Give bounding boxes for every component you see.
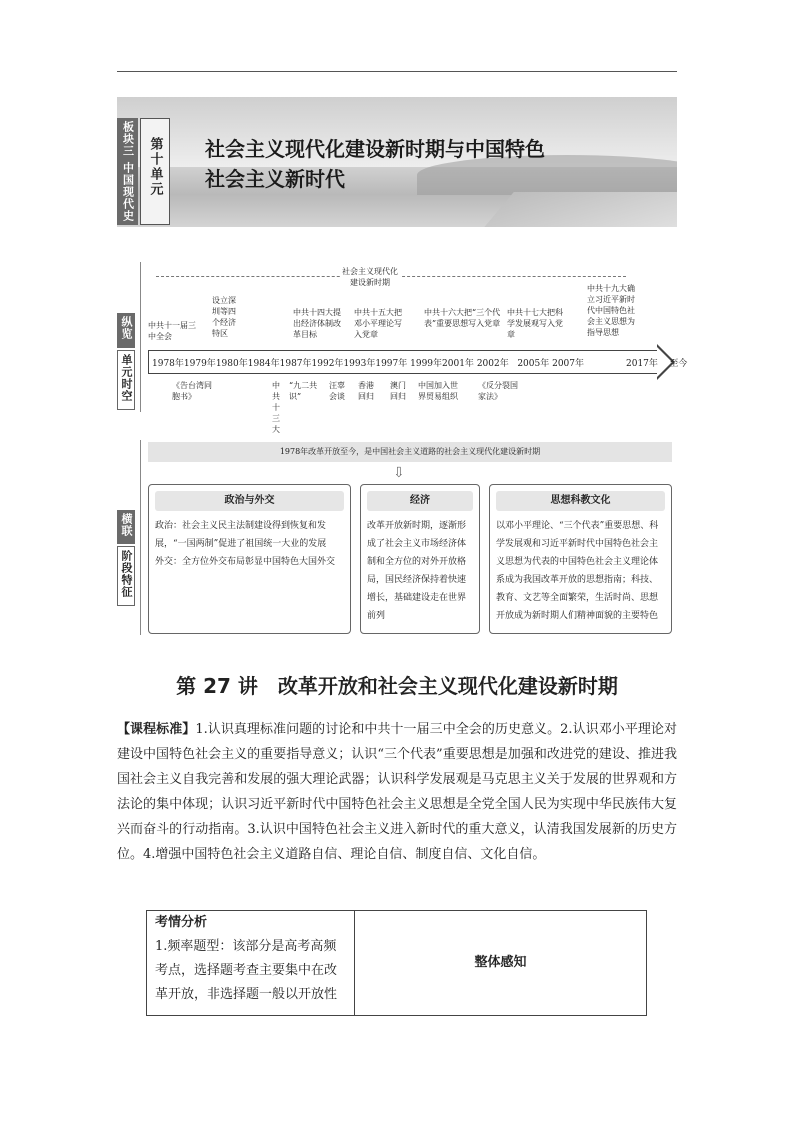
lecture-title: 第 27 讲 改革开放和社会主义现代化建设新时期	[176, 674, 618, 698]
down-arrow-icon: ⇩	[393, 465, 405, 481]
timeline-rule	[140, 262, 141, 412]
side-tab-horizontal: 横联	[117, 510, 135, 544]
event-above: 中共十五大把邓小平理论写入党章	[354, 308, 402, 339]
stage-rule	[140, 440, 141, 635]
event-below: “九二共识”	[289, 381, 318, 401]
stage-summary: 1978年改革开放至今，是中国社会主义道路的社会主义现代化建设新时期	[148, 442, 672, 462]
event-below: 中共十三大	[272, 381, 280, 434]
feature-box-culture: 思想科教文化 以邓小平理论、“三个代表”重要思想、科学发展观和习近平新时代中国特色社会主义思想为代表的中国特色社会主义理论体系成为我国改革开放的思想指南；科技、教育、文艺等全面繁荣，生活时尚、思想开放成为新时期人们精神面貌的主要特色	[489, 484, 672, 634]
standard-text: 1.认识真理标准问题的讨论和中共十一届三中全会的历史意义。2.认识邓小平理论对建设中国特色社会主义的重要指导意义；认识“三个代表”重要思想是加强和改进党的建设、推进我国社会主义自我完善和发展的强大理论武器；认识科学发展观是马克思主义关于发展的世界观和方法论的集中体现；认识习近平新时代中国特色社会主义思想是全党全国人民为实现中华民族伟大复兴而奋斗的行动指南。3.认识中国特色社会主义进入新时代的重大意义，认清我国发展新的历史方位。4.增强中国特色社会主义道路自信、理论自信、制度自信、文化自信。	[117, 722, 677, 862]
event-below: 汪辜会谈	[329, 381, 345, 401]
course-standard	[117, 717, 677, 867]
event-below: 《反分裂国家法》	[478, 381, 518, 401]
event-below: 《告台湾同胞书》	[172, 381, 212, 401]
event-below: 香港回归	[358, 381, 374, 401]
side-tab-stage-features: 阶段特征	[117, 546, 135, 606]
analysis-left-cell: 考情分析 1.频率题型：该部分是高考高频考点，选择题考查主要集中在改革开放，非选择题一般以开放性	[147, 911, 355, 1016]
feature-box-economy: 经济 改革开放新时期，逐渐形成了社会主义市场经济体制和全方位的对外开放格局，国民经济保持着快速增长，基础建设走在世界前列	[360, 484, 480, 634]
event-above: 中共十九大确立习近平新时代中国特色社会主义思想为指导思想	[587, 284, 635, 337]
event-above: 设立深圳等四个经济特区	[212, 296, 236, 338]
unit-title: 社会主义现代化建设新时期与中国特色 社会主义新时代	[205, 137, 545, 191]
event-above: 中共十四大提出经济体制改革目标	[293, 308, 341, 339]
header-rule	[117, 71, 677, 72]
unit-tag: 第十单元	[140, 118, 170, 225]
feature-box-politics: 政治与外交 政治：社会主义民主法制建设得到恢复和发展，“一国两制”促进了祖国统一大业的发展 外交：全方位外交布局彰显中国特色大国外交	[148, 484, 351, 634]
event-above: 中共十七大把科学发展观写入党章	[507, 308, 563, 339]
event-above: 中共十一届三中全会	[148, 321, 196, 341]
standard-label: 【课程标准】	[117, 722, 196, 737]
analysis-right-cell: 整体感知	[355, 911, 647, 1016]
section-tag: 板块三 中国现代史	[117, 118, 138, 225]
period-label: 社会主义现代化 建设新时期	[342, 267, 398, 287]
event-below: 中国加入世界贸易组织	[418, 381, 458, 401]
side-tab-overview: 纵览	[117, 313, 135, 348]
timeline-years: 1978年1979年1980年1984年1987年1992年1993年1997年 1999年2001年 2002年 2005年 2007年 2017年 至今	[152, 359, 688, 369]
event-below: 澳门回归	[390, 381, 406, 401]
side-tab-unit-time: 单元时空	[117, 350, 135, 410]
event-above: 中共十六大把“三个代表”重要思想写入党章	[424, 308, 501, 328]
analysis-table	[146, 910, 647, 1016]
